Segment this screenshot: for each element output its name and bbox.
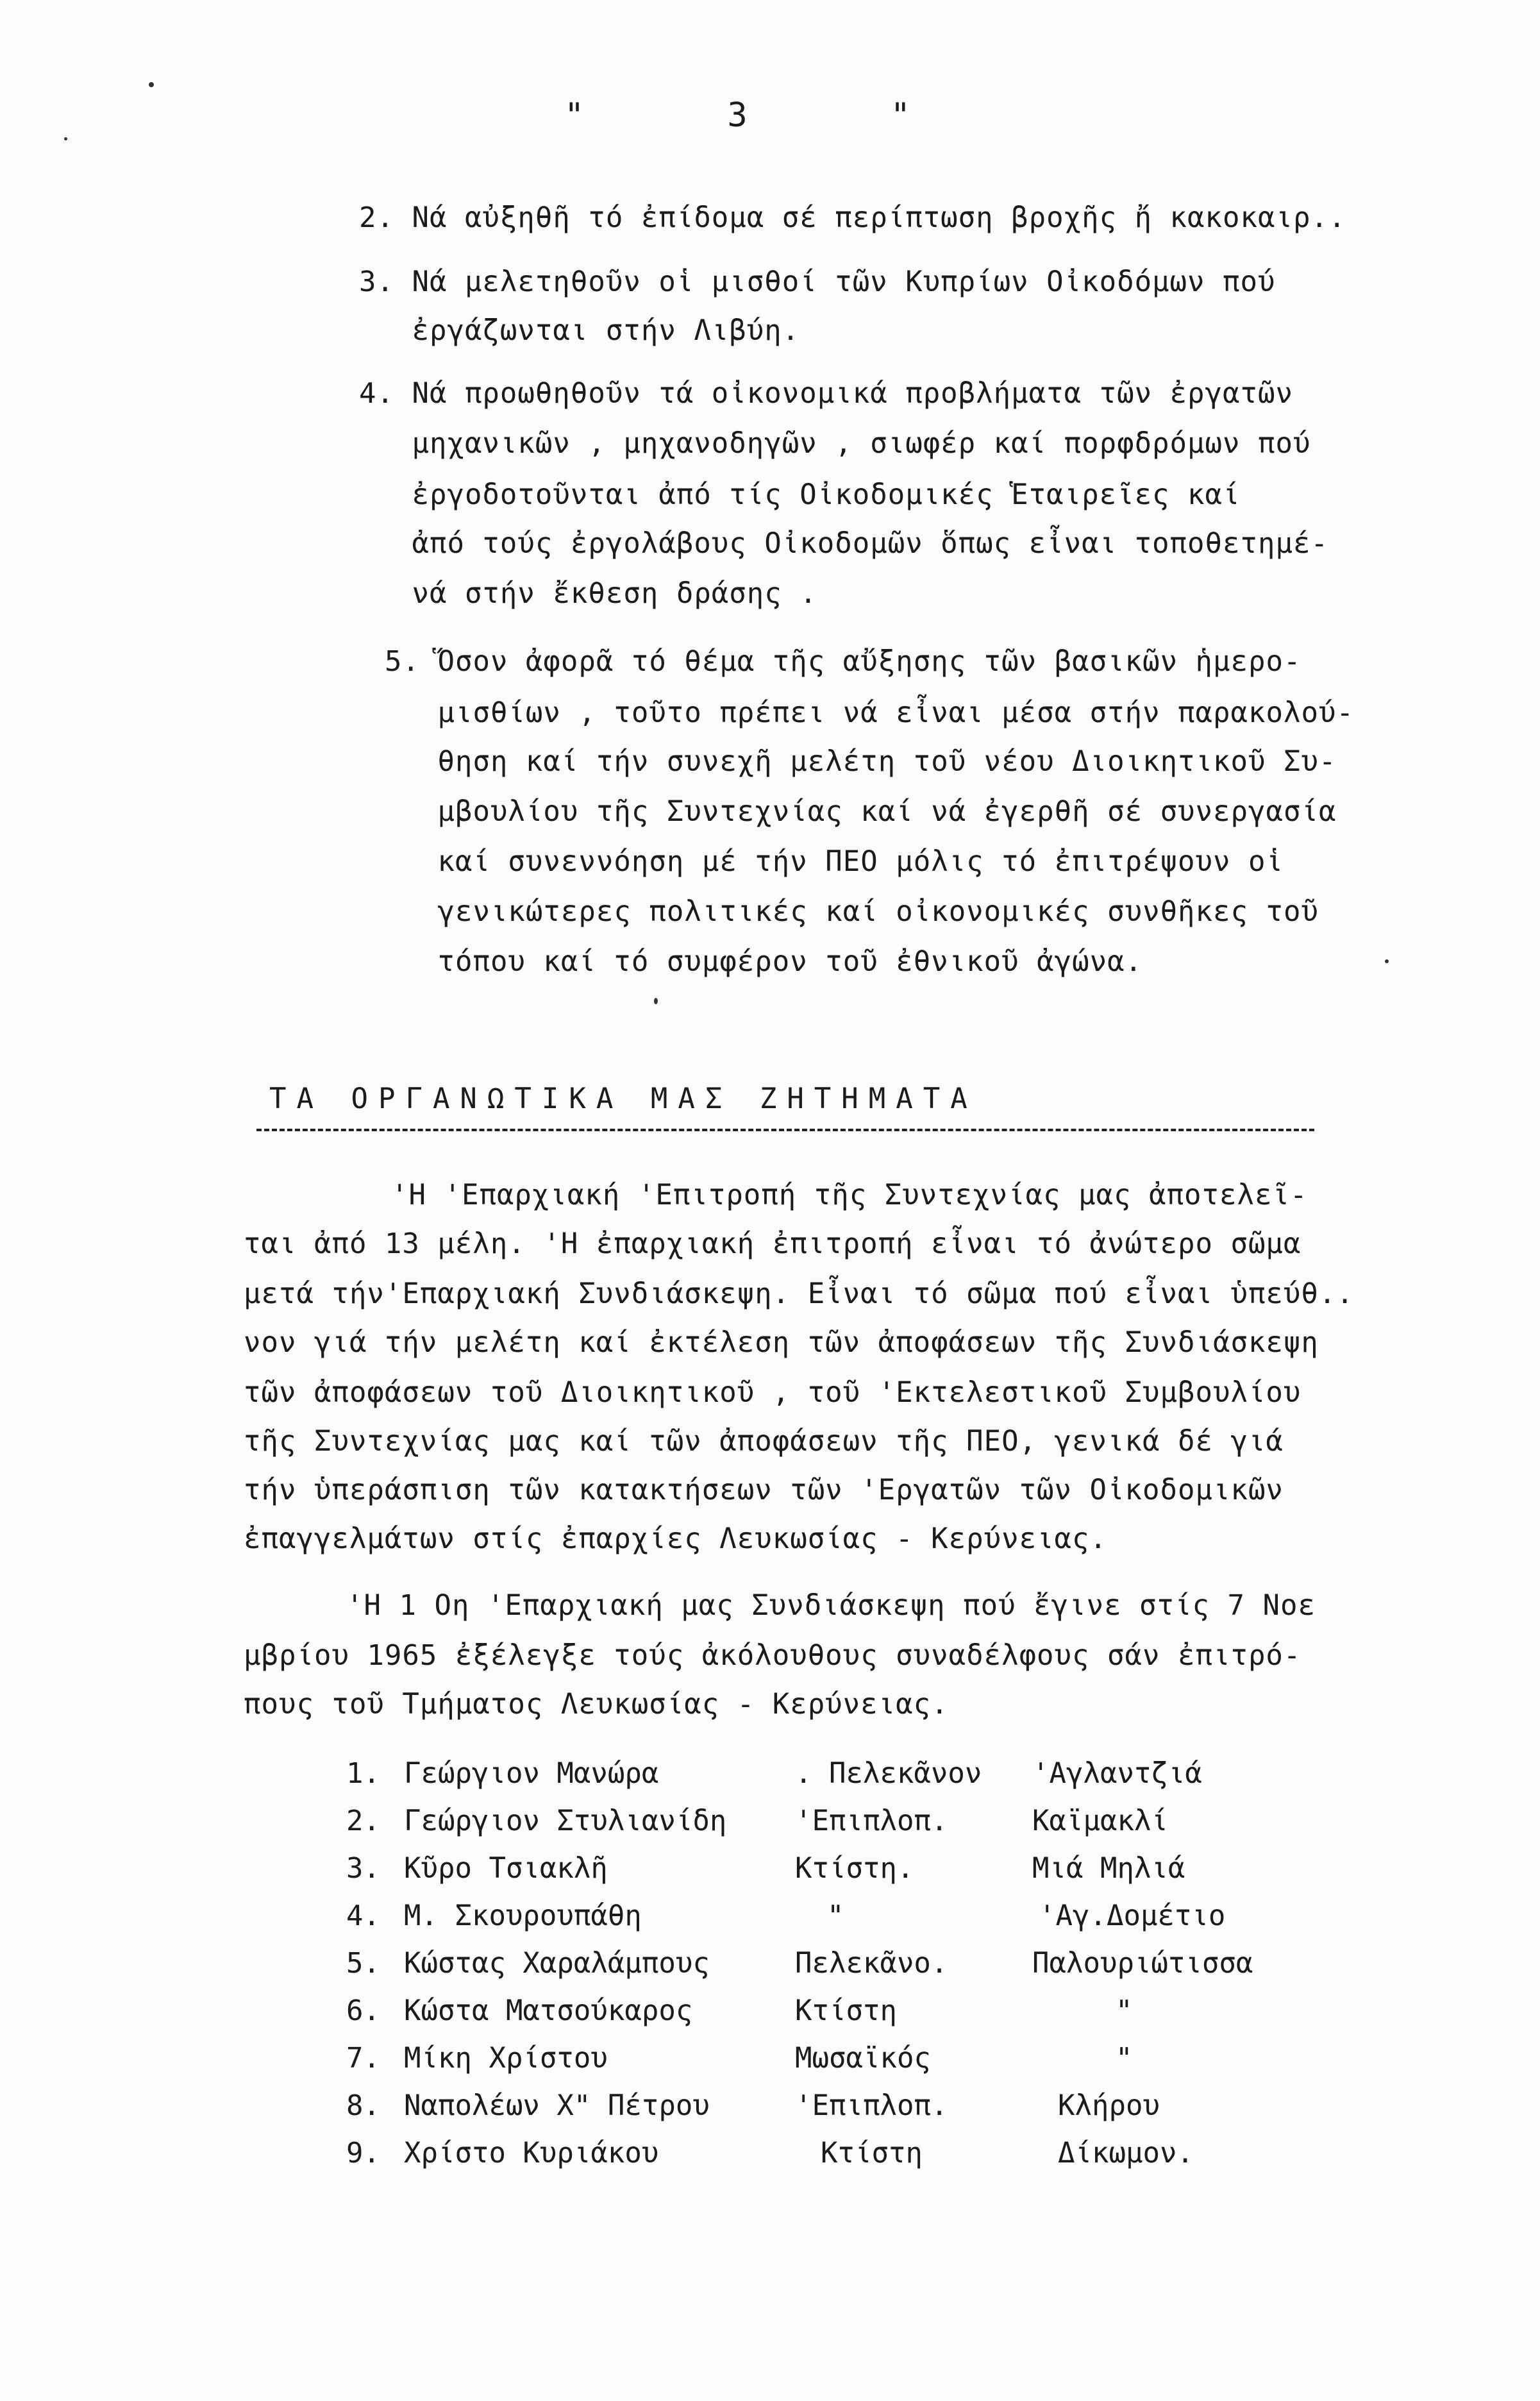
list-item-5-line-4: μβουλίου τῆς Συντεχνίας καί νά ἐγερθῆ σέ συνεργασία: [385, 795, 1337, 828]
paragraph-1-line-4: νον γιά τήν μελέτη καί ἐκτέλεση τῶν ἀποφάσεων τῆς Συνδιάσκεψη: [244, 1326, 1319, 1359]
member-name: Κώστα Ματσούκαρος: [404, 1994, 693, 2027]
member-number: 3.: [346, 1852, 380, 1885]
list-item-3-line-2: ἐργάζωνται στήν Λιβύη.: [359, 314, 800, 347]
scan-speck: [64, 137, 67, 140]
member-name: Γεώργιον Στυλιανίδη: [404, 1805, 727, 1837]
member-village: ": [1116, 1994, 1133, 2027]
member-village: 'Αγ.Δομέτιο: [1039, 1900, 1226, 1932]
scan-speck: [654, 998, 658, 1004]
page-number: [564, 96, 910, 135]
list-item-4-line-5: νά στήν ἔκθεση δράσης .: [359, 577, 817, 610]
member-village: Μιά Μηλιά: [1032, 1852, 1185, 1885]
member-name: Χρίστο Κυριάκου: [404, 2137, 659, 2169]
member-trade: . Πελεκᾶνον: [795, 1757, 982, 1790]
member-trade: Κτίστη: [795, 1994, 897, 2027]
list-item-4-line-2: μηχανικῶν , μηχανοδηγῶν , σιωφέρ καί πορφδρόμων πού: [359, 427, 1311, 460]
member-name: Μίκη Χρίστου: [404, 2042, 608, 2075]
scan-speck: [1385, 959, 1389, 963]
member-name: Μ. Σκουρουπάθη: [404, 1900, 642, 1932]
member-number: 6.: [346, 1994, 380, 2027]
member-trade: 'Επιπλοπ.: [795, 1805, 948, 1837]
member-trade: Κτίστη: [821, 2137, 923, 2169]
paragraph-1-line-7: τήν ὑπεράσπιση τῶν κατακτήσεων τῶν 'Εργατῶν τῶν Οἰκοδομικῶν: [244, 1474, 1284, 1506]
list-item-2-line-1: 2. Νά αὐξηθῆ τό ἐπίδομα σέ περίπτωση βροχῆς ἤ κακοκαιρ..: [359, 201, 1346, 234]
paragraph-1-line-8: ἐπαγγελμάτων στίς ἐπαρχίες Λευκωσίας - Κερύνειας.: [244, 1522, 1108, 1555]
list-item-5-line-3: θηση καί τήν συνεχῆ μελέτη τοῦ νέου Διοικητικοῦ Συ-: [385, 745, 1337, 778]
page-number-right-mark: ": [890, 96, 910, 135]
member-village: Καϊμακλί: [1032, 1805, 1168, 1837]
member-name: Ναπολέων Χ" Πέτρου: [404, 2089, 710, 2122]
member-trade: Κτίστη.: [795, 1852, 914, 1885]
paragraph-1-line-3: μετά τήν'Επαρχιακή Συνδιάσκεψη. Εἶναι τό σῶμα πού εἶναι ὑπεύθ..: [244, 1277, 1354, 1310]
member-name: Γεώργιον Μανώρα: [404, 1757, 659, 1790]
member-trade: ": [827, 1900, 844, 1932]
member-number: 4.: [346, 1900, 380, 1932]
list-item-4-line-4: ἀπό τούς ἐργολάβους Οἰκοδομῶν ὅπως εἶναι τοποθετημέ-: [359, 527, 1328, 560]
member-number: 5.: [346, 1947, 380, 1980]
list-item-4-line-1: 4. Νά προωθηθοῦν τά οἰκονομικά προβλήματα τῶν ἐργατῶν: [359, 377, 1293, 410]
member-village: ": [1116, 2042, 1133, 2075]
list-item-5-line-5: καί συνεννόηση μέ τήν ΠΕΟ μόλις τό ἐπιτρέψουν οἱ: [385, 845, 1284, 878]
paragraph-2-line-1: 'Η 1 Οη 'Επαρχιακή μας Συνδιάσκεψη πού ἔγινε στίς 7 Νοε: [346, 1589, 1316, 1622]
paragraph-1-line-2: ται ἀπό 13 μέλη. 'Η ἐπαρχιακή ἐπιτροπή εἶναι τό ἀνώτερο σῶμα: [244, 1227, 1301, 1260]
list-item-5-line-7: τόπου καί τό συμφέρον τοῦ ἐθνικοῦ ἀγώνα.: [385, 945, 1143, 978]
paragraph-1-line-1: 'Η 'Επαρχιακή 'Επιτροπή τῆς Συντεχνίας μας ἀποτελεῖ-: [391, 1179, 1308, 1211]
scan-speck: [149, 82, 154, 87]
member-village: Κλήρου: [1058, 2089, 1160, 2122]
member-village: Δίκωμον.: [1058, 2137, 1194, 2169]
member-number: 1.: [346, 1757, 380, 1790]
member-row: [346, 2137, 1194, 2333]
page-number-left-mark: ": [564, 96, 585, 135]
paragraph-1-line-5: τῶν ἀποφάσεων τοῦ Διοικητικοῦ , τοῦ 'Εκτελεστικοῦ Συμβουλίου: [244, 1376, 1301, 1409]
member-name: Κώστας Χαραλάμπους: [404, 1947, 710, 1980]
list-item-3-line-1: 3. Νά μελετηθοῦν οἱ μισθοί τῶν Κυπρίων Οἰκοδόμων πού: [359, 265, 1276, 298]
member-number: 8.: [346, 2089, 380, 2122]
list-item-5-line-1: 5. Ὅσον ἀφορᾶ τό θέμα τῆς αὔξησης τῶν βασικῶν ἡμερο-: [385, 645, 1301, 678]
page-number-value: 3: [727, 96, 748, 135]
paragraph-2-line-3: πους τοῦ Τμήματος Λευκωσίας - Κερύνειας.: [244, 1688, 949, 1721]
member-number: 9.: [346, 2137, 380, 2169]
member-trade: 'Επιπλοπ.: [795, 2089, 948, 2122]
paragraph-1-line-6: τῆς Συντεχνίας μας καί τῶν ἀποφάσεων τῆς ΠΕΟ, γενικά δέ γιά: [244, 1425, 1284, 1458]
member-number: 2.: [346, 1805, 380, 1837]
list-item-5-line-2: μισθίων , τοῦτο πρέπει νά εἶναι μέσα στήν παρακολού-: [385, 696, 1354, 729]
member-village: Παλουριώτισσα: [1032, 1947, 1253, 1980]
member-number: 7.: [346, 2042, 380, 2075]
paragraph-2-line-2: μβρίου 1965 ἐξέλεγξε τούς ἀκόλουθους συναδέλφους σάν ἐπιτρό-: [244, 1639, 1301, 1672]
section-heading: ΤΑ ΟΡΓΑΝΩΤΙΚΑ ΜΑΣ ΖΗΤΗΜΑΤΑ: [269, 1083, 978, 1115]
member-trade: Μωσαϊκός: [795, 2042, 931, 2075]
heading-underline: [256, 1129, 1314, 1131]
list-item-5-line-6: γενικώτερες πολιτικές καί οἰκονομικές συνθῆκες τοῦ: [385, 895, 1319, 928]
member-name: Κῦρο Τσιακλῆ: [404, 1852, 608, 1885]
member-village: 'Αγλαντζιά: [1032, 1757, 1202, 1790]
list-item-4-line-3: ἐργοδοτοῦνται ἀπό τίς Οἰκοδομικές Ἑταιρεῖες καί: [359, 478, 1241, 511]
member-trade: Πελεκᾶνο.: [795, 1947, 948, 1980]
